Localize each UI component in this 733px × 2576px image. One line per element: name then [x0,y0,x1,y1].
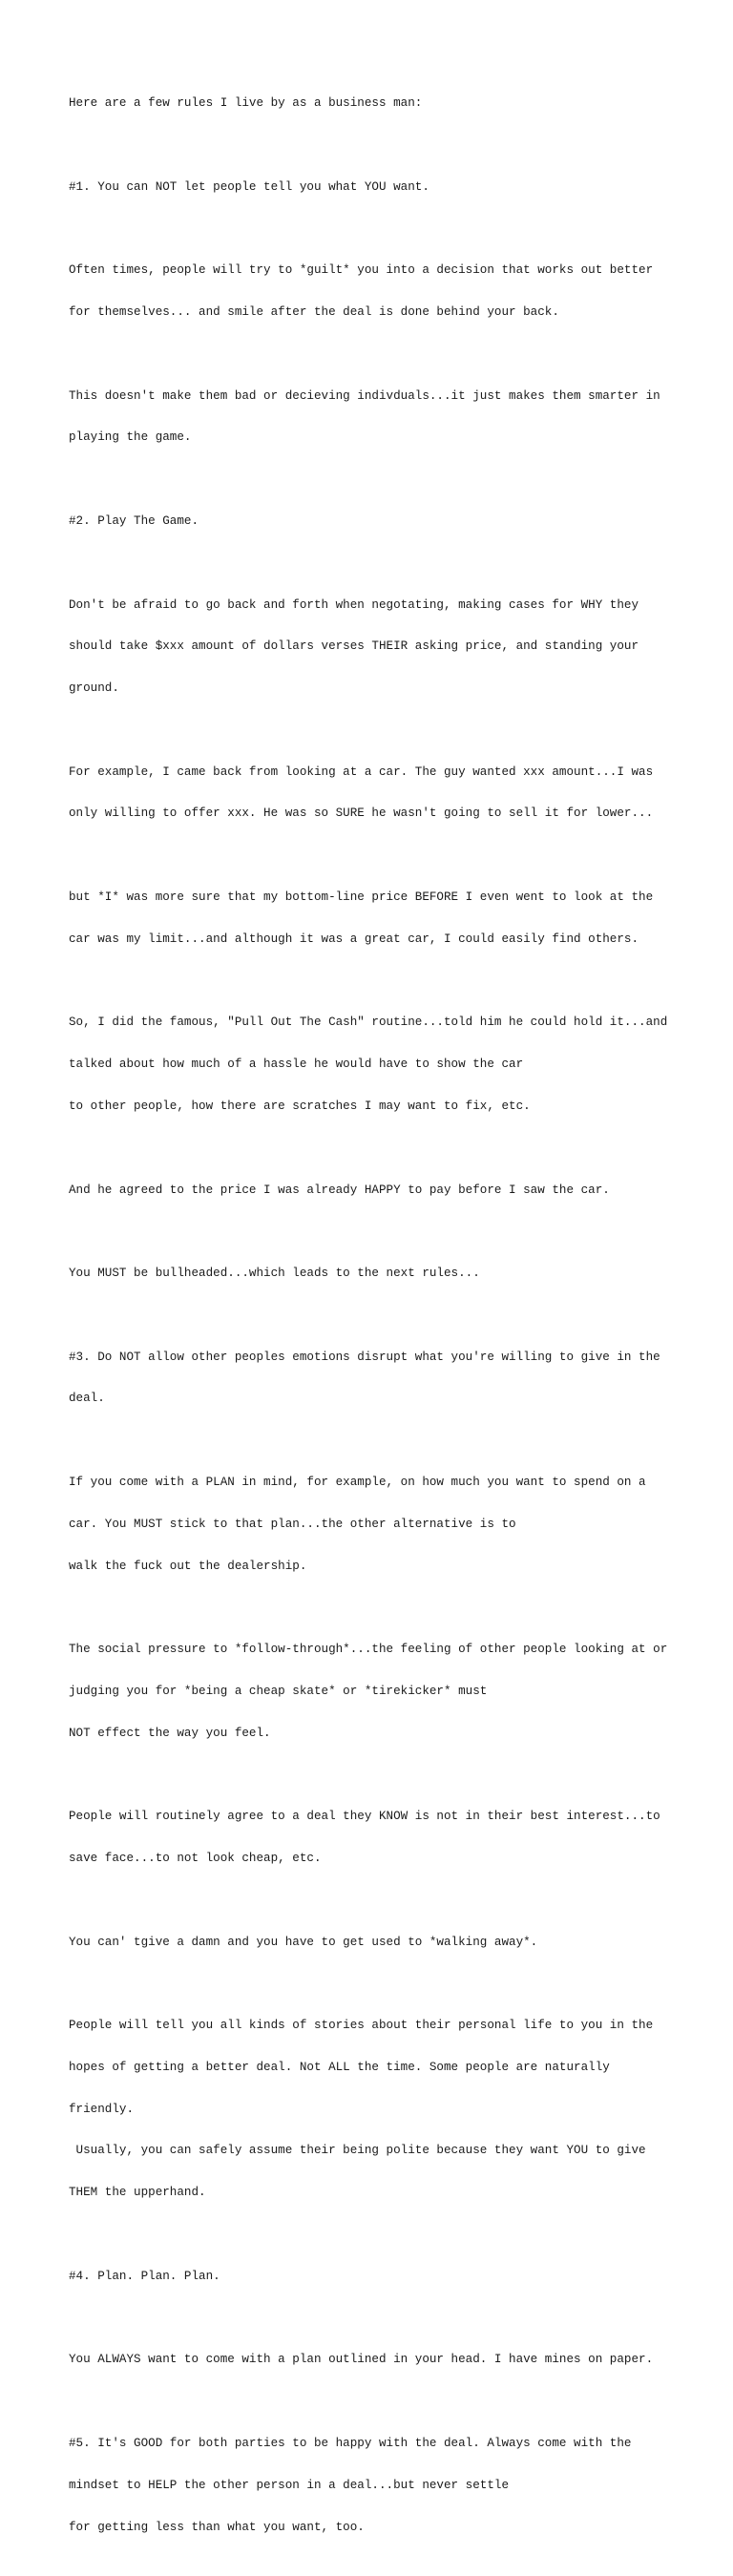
paragraph [69,863,680,974]
text-line: People will tell you all kinds of stories about their personal life to you in the [69,2019,654,2033]
text-line: to other people, how there are scratches I may want to fix, etc. [69,1099,531,1113]
text-line: NOT effect the way you feel. [69,1726,271,1740]
rule-3-heading [69,1322,680,1434]
text-line: walk the fuck out the dealership. [69,1559,307,1573]
text-line: car. You MUST stick to that plan...the other alternative is to [69,1517,516,1531]
text-line: #4. Plan. Plan. Plan. [69,2269,220,2283]
text-line: If you come with a PLAN in mind, for example, on how much you want to spend on a [69,1475,646,1489]
text-line: should take $xxx amount of dollars verses THEIR asking price, and standing your [69,639,639,654]
text-line: #5. It's GOOD for both parties to be happy with the deal. Always come with the [69,2436,632,2450]
text-line: hopes of getting a better deal. Not ALL the time. Some people are naturally [69,2060,610,2074]
paragraph [69,1155,680,1225]
text-line: You ALWAYS want to come with a plan outlined in your head. I have mines on paper. [69,2353,654,2367]
text-line: mindset to HELP the other person in a deal...but never settle [69,2478,510,2492]
text-line: judging you for *being a cheap skate* or *tirekicker* must [69,1684,488,1698]
rule-2-heading [69,487,680,556]
text-line: And he agreed to the price I was already HAPPY to pay before I saw the car. [69,1183,610,1197]
text-line: THEM the upperhand. [69,2186,206,2200]
text-line: Here are a few rules I live by as a business man: [69,96,423,111]
text-line: #3. Do NOT allow other peoples emotions disrupt what you're willing to give in the [69,1350,660,1364]
text-line: Usually, you can safely assume their being polite because they want YOU to give [69,2144,646,2158]
text-line: for themselves... and smile after the deal is done behind your back. [69,305,559,320]
rule-5-paragraph [69,2409,680,2563]
text-line: talked about how much of a hassle he would have to show the car [69,1058,524,1072]
text-line: You can' tgive a damn and you have to get used to *walking away*. [69,1935,538,1949]
text-line: deal. [69,1392,105,1406]
text-line: car was my limit...and although it was a great car, I could easily find others. [69,932,639,946]
paragraph [69,1991,680,2228]
paragraph [69,1239,680,1309]
text-line: Don't be afraid to go back and forth when negotating, making cases for WHY they [69,597,639,612]
paragraph [69,236,680,347]
text-line: Often times, people will try to *guilt* you into a decision that works out better [69,263,654,278]
text-line: friendly. [69,2102,135,2116]
text-line: #2. Play The Game. [69,514,199,528]
paragraph [69,738,680,849]
paragraph [69,1448,680,1602]
text-line: playing the game. [69,430,192,445]
text-line: This doesn't make them bad or decieving indivduals...it just makes them smarter in [69,388,660,403]
text-line: You MUST be bullheaded...which leads to the next rules... [69,1267,480,1281]
text-line: save face...to not look cheap, etc. [69,1852,322,1865]
paragraph [69,988,680,1141]
text-line: For example, I came back from looking at a car. The guy wanted xxx amount...I was [69,764,654,779]
intro-paragraph [69,69,680,138]
text-line: #1. You can NOT let people tell you what YOU want. [69,179,429,194]
rule-1-heading [69,153,680,222]
text-line: for getting less than what you want, too. [69,2520,365,2534]
rule-4-heading [69,2242,680,2312]
paragraph [69,570,680,723]
paragraph [69,1782,680,1894]
text-line: The social pressure to *follow-through*...the feeling of other people looking at or [69,1643,668,1657]
text-line: ground. [69,681,119,696]
text-line: So, I did the famous, "Pull Out The Cash" routine...told him he could hold it...and [69,1016,668,1030]
document-body [69,69,680,2576]
text-line: but *I* was more sure that my bottom-line price BEFORE I even went to look at the [69,890,654,905]
paragraph [69,361,680,472]
paragraph [69,1907,680,1977]
text-line: People will routinely agree to a deal they KNOW is not in their best interest...to [69,1810,660,1824]
paragraph [69,2325,680,2395]
paragraph [69,1615,680,1769]
text-line: only willing to offer xxx. He was so SURE he wasn't going to sell it for lower... [69,806,654,821]
